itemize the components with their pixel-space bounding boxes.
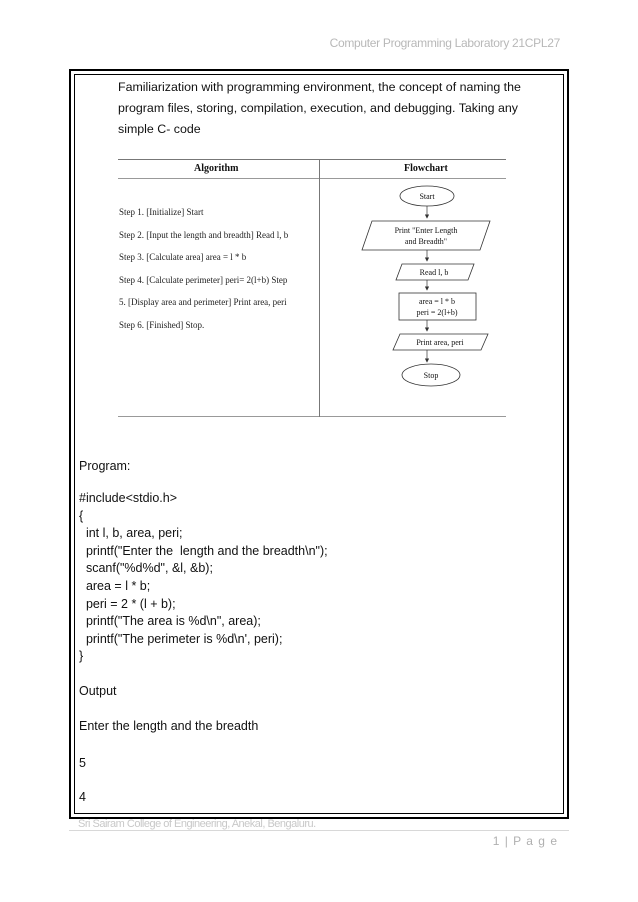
print-prompt-text-1: Print "Enter Length bbox=[394, 226, 458, 235]
algorithm-steps bbox=[119, 201, 288, 337]
start-text: Start bbox=[419, 192, 435, 201]
page-number: 1 | P a g e bbox=[492, 834, 558, 848]
output-line: 5 bbox=[79, 756, 86, 770]
table-bottom-rule bbox=[118, 416, 506, 417]
flowchart-diagram bbox=[320, 178, 506, 416]
algorithm-step: Step 2. [Input the length and breadth] Read l, b bbox=[119, 229, 289, 240]
algorithm-flowchart-table bbox=[118, 159, 506, 417]
algorithm-step: Step 3. [Calculate area] area = l * b bbox=[119, 252, 247, 263]
output-line: 4 bbox=[79, 790, 86, 804]
intro-paragraph: Familiarization with programming environment, the concept of naming the program files, storing, compilation, execution, and debugging. Taking any simple C- code bbox=[118, 80, 521, 136]
output-label: Output bbox=[79, 684, 117, 698]
read-text: Read l, b bbox=[419, 268, 449, 277]
print-prompt-text-2: and Breadth" bbox=[404, 237, 448, 246]
algorithm-step: Step 6. [Finished] Stop. bbox=[119, 319, 205, 330]
footer-college: Sri Sairam College of Engineering, Anekal, Bengaluru. bbox=[78, 818, 316, 830]
process-text-1: area = l * b bbox=[418, 297, 456, 306]
program-label: Program: bbox=[79, 459, 131, 473]
algorithm-header: Algorithm bbox=[194, 163, 239, 174]
flowchart-header: Flowchart bbox=[404, 163, 448, 174]
output-line: Enter the length and the breadth bbox=[79, 719, 259, 733]
algorithm-step: Step 1. [Initialize] Start bbox=[119, 207, 204, 217]
stop-text: Stop bbox=[423, 371, 439, 380]
program-code: #include<stdio.h> { int l, b, area, peri; printf("Enter the length and the breadth\n"); scanf("%d%d", &l, &b); area = l * b; peri = 2 * (l + b); printf("The area is %d\n", area); printf("The perimeter is %d\n', peri); } bbox=[79, 491, 328, 664]
running-header: Computer Programming Laboratory 21CPL27 bbox=[329, 36, 560, 50]
print-result-text: Print area, peri bbox=[416, 338, 464, 347]
table-top-rule bbox=[118, 159, 506, 160]
footer-rule bbox=[69, 830, 569, 831]
algorithm-step: 5. [Display area and perimeter] Print area, peri bbox=[119, 297, 287, 308]
process-text-2: peri = 2(l+b) bbox=[416, 308, 458, 317]
algorithm-step: Step 4. [Calculate perimeter] peri= 2(l+b) Step bbox=[119, 274, 288, 285]
page-border bbox=[69, 69, 569, 819]
